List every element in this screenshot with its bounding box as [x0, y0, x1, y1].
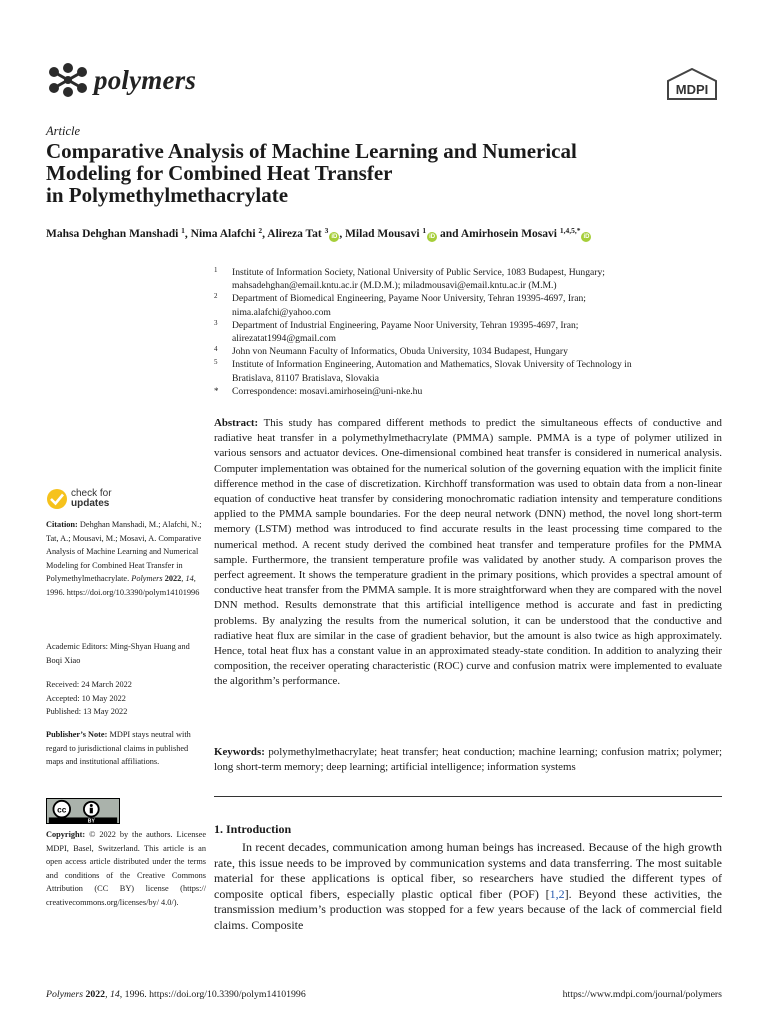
article-type: Article	[46, 124, 81, 138]
citation-volume: 14	[185, 574, 194, 584]
journal-logo	[46, 60, 196, 100]
author-sup: 1	[181, 226, 185, 235]
citation-label: Citation:	[46, 520, 78, 529]
copyright-text: © 2022 by the authors. Licensee MDPI, Basel, Switzerland. This article is an open access article distributed under the terms and conditions of the Creative Commons Attribution (CC BY) license (https:// creativecommons.org/licenses/by/ 4.0/).	[46, 830, 206, 907]
affiliation-5: 5 Institute of Information Engineering, Automation and Mathematics, Slovak University of Technology in Bratislava, 81107 Bratislava, Slovakia	[214, 358, 632, 384]
citation-link[interactable]: 1,2	[549, 886, 565, 901]
published-date: Published: 13 May 2022	[46, 707, 128, 717]
affiliation-1: 1 Institute of Information Society, National University of Public Service, 1083 Budapest, Hungary; mahsadehghan@email.kntu.ac.ir (M.D.M.); miladmousavi@email.kntu.ac.ir (M.M.)	[214, 266, 605, 292]
affiliations	[214, 266, 724, 398]
check-line2: updates	[71, 498, 110, 509]
mdpi-logo	[666, 68, 718, 102]
orcid-icon[interactable]: iD	[583, 234, 590, 240]
orcid-icon[interactable]: iD	[331, 234, 338, 240]
footer-citation: Polymers 2022, 14, 1996. https://doi.org/10.3390/polym14101996	[46, 989, 306, 1000]
accepted-date: Accepted: 10 May 2022	[46, 693, 126, 703]
title-line: Modeling for Combined Heat Transfer	[46, 161, 393, 185]
dates-block	[46, 678, 206, 719]
copyright-block	[46, 828, 206, 910]
author-sup: 3	[324, 226, 329, 235]
section-divider	[214, 796, 722, 797]
copyright-label: Copyright:	[46, 830, 86, 839]
polymers-molecule-icon	[46, 60, 90, 100]
keywords	[214, 745, 722, 775]
abstract	[214, 416, 722, 690]
affiliation-2: 2 Department of Biomedical Engineering, Payame Noor University, Tehran 19395-4697, Iran; nima.alafchi@yahoo.com	[214, 292, 586, 318]
keywords-text: polymethylmethacrylate; heat transfer; heat conduction; machine learning; confusion matrix; polymer; long short-term memory; deep learning; artificial intelligence; information systems	[214, 746, 722, 774]
check-for-updates-badge[interactable]	[46, 488, 112, 510]
author-list: Mahsa Dehghan Manshadi $^1$, Nima Alafchi $^2$, Alireza Tat $^3$iD , Milad Mousavi $^1$iD and Amirhosein Mosavi $^{1,4,5,*}$iD	[46, 226, 590, 240]
citation-text: Dehghan Manshadi, M.; Alafchi, N.; Tat, A.; Mousavi, M.; Mosavi, A. Comparative Analysis of Machine Learning and Numerical Modeling for Combined Heat Transfer in Polymethylmethacrylate.	[46, 520, 202, 584]
author-name: Amirhosein Mosavi	[460, 228, 557, 240]
abstract-label: Abstract:	[214, 417, 259, 429]
citation-block: Citation: Dehghan Manshadi, M.; Alafchi, N.; Tat, A.; Mousavi, M.; Mosavi, A. Comparative Analysis of Machine Learning and Numerical Modeling for Combined Heat Transfer in Polymethylmethacrylate. Polymers 2022, 14, 1996. https://doi.org/10.3390/polym14101996	[46, 520, 202, 597]
keywords-label: Keywords:	[214, 746, 265, 758]
orcid-icon[interactable]: iD	[429, 234, 436, 240]
citation-year: 2022	[164, 574, 182, 584]
introduction-heading: 1. Introduction	[214, 822, 292, 836]
publisher-note	[46, 728, 206, 769]
citation-rest: , 1996. https://doi.org/10.3390/polym14101996	[46, 574, 200, 597]
footer-journal-url[interactable]: https://www.mdpi.com/journal/polymers	[562, 989, 722, 1000]
svg-text:cc: cc	[57, 804, 67, 815]
author-sup: 2	[258, 226, 263, 235]
mdpi-text: MDPI	[675, 82, 709, 97]
publisher-note-label: Publisher’s Note:	[46, 730, 108, 739]
check-line1: check for	[71, 488, 112, 499]
author-name: Nima Alafchi	[190, 228, 256, 240]
citation-journal: Polymers	[131, 574, 163, 584]
title-line: Comparative Analysis of Machine Learning and Numerical	[46, 139, 577, 163]
received-date: Received: 24 March 2022	[46, 680, 132, 689]
article-title	[46, 140, 726, 206]
author-name: Milad Mousavi	[345, 228, 420, 240]
affiliation-3: 3 Department of Industrial Engineering, Payame Noor University, Tehran 19395-4697, Iran; alirezatat1994@gmail.com	[214, 318, 579, 345]
journal-name: polymers	[94, 64, 197, 95]
correspondence: * Correspondence: mosavi.amirhosein@uni-nke.hu	[214, 385, 423, 397]
publisher-note-text: MDPI stays neutral with regard to jurisdictional claims in published maps and institutional affiliations.	[46, 730, 191, 767]
academic-editors: Academic Editors: Ming-Shyan Huang and Boqi Xiao	[46, 642, 190, 665]
affiliation-4: 4 John von Neumann Faculty of Informatics, Obuda University, 1034 Budapest, Hungary	[214, 345, 568, 358]
author-name: Alireza Tat	[267, 228, 322, 240]
abstract-text: This study has compared different methods to predict the simultaneous effects of conductive and radiative heat transfer in a polymethylmethacrylate (PMMA) sample. PMMA is a type of polymer utilized in various sensors and actuator devices. One-dimensional combined heat transfer is considered in numerical analysis. Computer implementation was obtained for the numerical solution of the governing equation with the implicit finite difference method in the case of discretization. Kirchhoff transformation was used to obtain data from a non-linear equation of conductive heat transfer by considering monochromatic radiation intensity and temperature conditions applied to the PMMA sample boundaries. For the deep neural network (DNN) method, the novel long short-term memory (LSTM) method was introduced to find accurate results in the least processing time compared to the numerical method. A recent study derived the combined heat transfer and temperature profiles for the PMMA sample. Furthermore, the transient temperature profile was validated by another study. A comparison proves the perfect agreement. It shows the temperature gradient in the primary positions, which provides a spectral amount of conductive heat transfer from the PMMA sample. It is more straightforward when they are compared with the novel DNN method. Results demonstrate that this artificial intelligence method is accurate and fast in predicting problems. By analyzing the results from the numerical solution, it can be understood that the conductive and radiative heat flux are similar in the case of gradient behavior, but the amount is also twice as high approximately. Hence, total heat flux has a constant value in an approximated steady-state condition. In addition to analyzing their composition, the receiver operating characteristic (ROC) curve and confusion matrix were implemented to evaluate the algorithm’s performance.	[214, 417, 723, 688]
author-sup: 1	[422, 226, 427, 235]
author-name: Mahsa Dehghan Manshadi	[46, 228, 179, 240]
check-updates-icon	[46, 488, 68, 510]
author-sup: 1,4,5,*	[559, 226, 581, 235]
cc-by-label: BY	[87, 818, 95, 824]
introduction-body: In recent decades, communication among human beings has increased. Because of the high growth rate, this issue needs to be improved by communication systems and data transferring. The most suitable material for these applications is optical fiber, so researchers have studied the different types of composite optical fibers, especially plastic optical fiber (POF) [1,2]. Beyond these activities, the transmission medium’s production was stopped for a few years because of the lack of commercial field claims. Composite	[214, 840, 722, 932]
cc-by-license-icon[interactable]	[46, 798, 120, 824]
title-line: in Polymethylmethacrylate	[46, 183, 289, 207]
